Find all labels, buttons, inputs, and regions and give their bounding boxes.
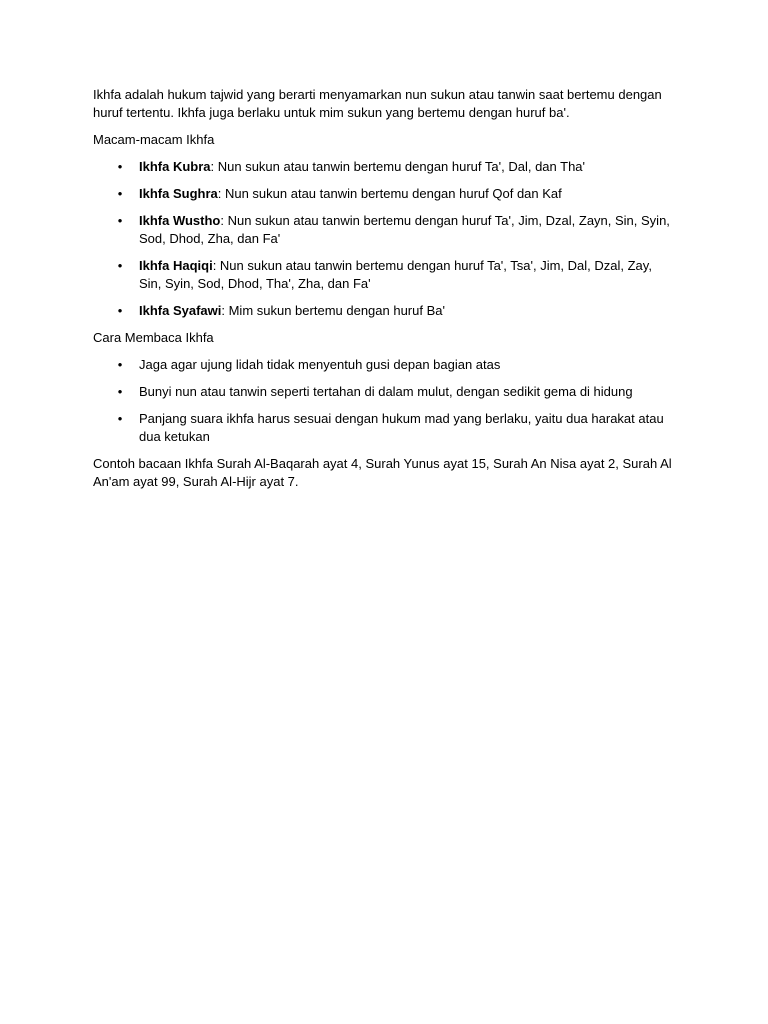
list-item: [93, 257, 673, 293]
bullet-icon: •: [117, 411, 123, 426]
ikhfa-type-term: Ikhfa Sughra: [139, 186, 218, 201]
reading-step-text: Bunyi nun atau tanwin seperti tertahan di dalam mulut, dengan sedikit gema di hidung: [139, 384, 633, 399]
ikhfa-type-term: Ikhfa Syafawi: [139, 303, 222, 318]
bullet-icon: •: [117, 186, 123, 201]
reading-steps-list: [93, 356, 673, 446]
reading-heading: Cara Membaca Ikhfa: [93, 330, 214, 345]
ikhfa-type-description: : Nun sukun atau tanwin bertemu dengan huruf Ta', Dal, dan Tha': [210, 159, 586, 174]
ikhfa-type-term: Ikhfa Haqiqi: [139, 258, 213, 273]
examples-paragraph: Contoh bacaan Ikhfa Surah Al-Baqarah ayat 4, Surah Yunus ayat 15, Surah An Nisa ayat 2, Surah Al An'am ayat 99, Surah Al-Hijr ayat 7.: [93, 456, 672, 489]
list-item: [93, 383, 673, 401]
bullet-icon: •: [117, 258, 123, 273]
bullet-icon: •: [117, 159, 123, 174]
document-page: [93, 86, 673, 500]
ikhfa-type-description: : Nun sukun atau tanwin bertemu dengan huruf Ta', Jim, Dzal, Zayn, Sin, Syin, Sod, Dhod, Zha, dan Fa': [139, 213, 670, 246]
ikhfa-type-description: : Mim sukun bertemu dengan huruf Ba': [221, 303, 445, 318]
list-item: [93, 185, 673, 203]
types-heading: Macam-macam Ikhfa: [93, 132, 215, 147]
list-item: [93, 302, 673, 320]
list-item: [93, 158, 673, 176]
ikhfa-type-description: : Nun sukun atau tanwin bertemu dengan huruf Qof dan Kaf: [217, 186, 562, 201]
ikhfa-type-term: Ikhfa Kubra: [139, 159, 211, 174]
reading-step-text: Panjang suara ikhfa harus sesuai dengan hukum mad yang berlaku, yaitu dua harakat atau dua ketukan: [139, 411, 664, 444]
bullet-icon: •: [117, 384, 123, 399]
ikhfa-type-description: : Nun sukun atau tanwin bertemu dengan huruf Ta', Tsa', Jim, Dal, Dzal, Zay, Sin, Syin, Sod, Dhod, Tha', Zha, dan Fa': [139, 258, 652, 291]
bullet-icon: •: [117, 357, 123, 372]
ikhfa-types-list: [93, 158, 673, 320]
intro-paragraph: Ikhfa adalah hukum tajwid yang berarti menyamarkan nun sukun atau tanwin saat bertemu dengan huruf tertentu. Ikhfa juga berlaku untuk mim sukun yang bertemu dengan huruf ba'.: [93, 87, 662, 120]
list-item: [93, 212, 673, 248]
ikhfa-type-term: Ikhfa Wustho: [139, 213, 221, 228]
bullet-icon: •: [117, 303, 123, 318]
reading-step-text: Jaga agar ujung lidah tidak menyentuh gusi depan bagian atas: [139, 357, 501, 372]
bullet-icon: •: [117, 213, 123, 228]
list-item: [93, 356, 673, 374]
list-item: [93, 410, 673, 446]
